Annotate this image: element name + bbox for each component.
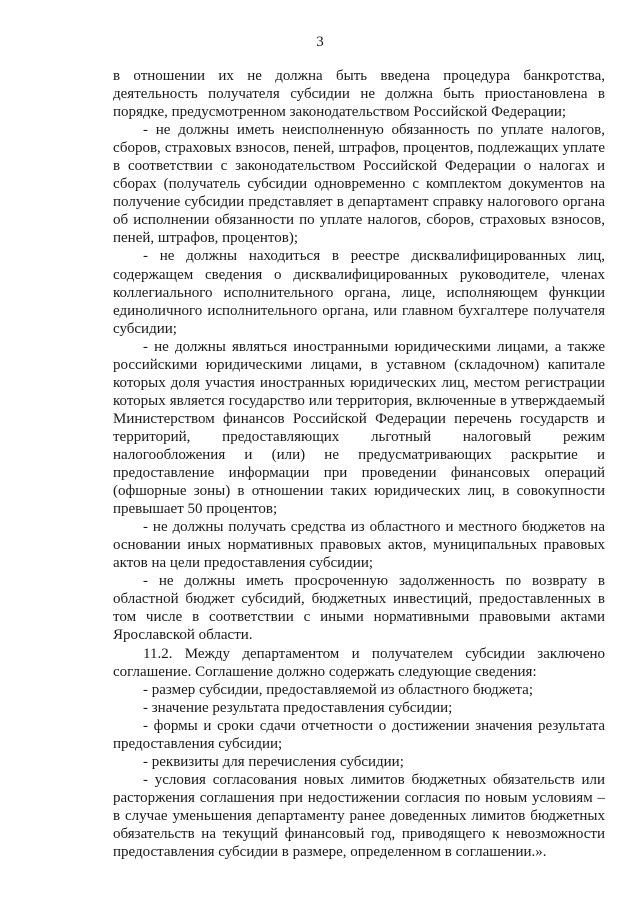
list-item-limits-conditions: - условия согласования новых лимитов бюджетных обязательств или расторжения соглашения при недостижении согласия по новым условиям – в случае уменьшения департаменту ранее доведенных лимитов бюджетных обязательств на текущий финансовый год, приводящего к невозможности предоставления субсидии в размере, определенном в соглашении.». [113, 771, 605, 861]
list-item-result-value: - значение результата предоставления субсидии; [143, 699, 453, 716]
document-body [113, 67, 605, 861]
page-number: 3 [316, 34, 324, 50]
paragraph-agreement: 11.2. Между департаментом и получателем субсидии заключено соглашение. Соглашение должно содержать следующие сведения: [113, 645, 605, 680]
list-item-reporting: - формы и сроки сдачи отчетности о достижении значения результата предоставления субсидии; [113, 717, 605, 752]
paragraph-tax-obligations: - не должны иметь неисполненную обязанность по уплате налогов, сборов, страховых взносов, пеней, штрафов, процентов, подлежащих уплате в соответствии с законодательством Российской Федерации о налогах и сборах (получатель субсидии одновременно с комплектом документов на получение субсидии представляет в департамент справку налогового органа об исполнении обязанности по уплате налогов, сборов, страховых взносов, пеней, штрафов, процентов); [113, 122, 605, 247]
list-item-subsidy-amount: - размер субсидии, предоставляемой из областного бюджета; [143, 681, 533, 698]
paragraph-overdue-debt: - не должны иметь просроченную задолженность по возврату в областной бюджет субсидий, бюджетных инвестиций, предоставленных в том числе в соответствии с иными нормативными правовыми актами Ярославской области. [113, 573, 605, 644]
paragraph-other-budget-funds: - не должны получать средства из областного и местного бюджетов на основании иных нормативных правовых актов, муниципальных правовых актов на цели предоставления субсидии; [113, 519, 605, 572]
paragraph-bankruptcy: в отношении их не должна быть введена процедура банкротства, деятельность получателя субсидии не должна быть приостановлена в порядке, предусмотренном законодательством Российской Федерации; [113, 68, 605, 121]
paragraph-foreign-entities: - не должны являться иностранными юридическими лицами, а также российскими юридическими лицами, в уставном (складочном) капитале которых доля участия иностранных юридических лиц, местом регистрации которых является государство или территория, включенные в утверждаемый Министерством финансов Российской Федерации перечень государств и территорий, предоставляющих льготный налоговый режим налогообложения и (или) не предусматривающих раскрытие и предоставление информации при проведении финансовых операций (офшорные зоны) в отношении таких юридических лиц, в совокупности превышает 50 процентов; [113, 338, 605, 518]
list-item-requisites: - реквизиты для перечисления субсидии; [143, 753, 404, 770]
paragraph-disqualified-persons: - не должны находиться в реестре дисквалифицированных лиц, содержащем сведения о дисквалифицированных руководителе, членах коллегиального исполнительного органа, лице, исполняющем функции единоличного исполнительного органа, или главном бухгалтере получателя субсидии; [113, 248, 605, 337]
